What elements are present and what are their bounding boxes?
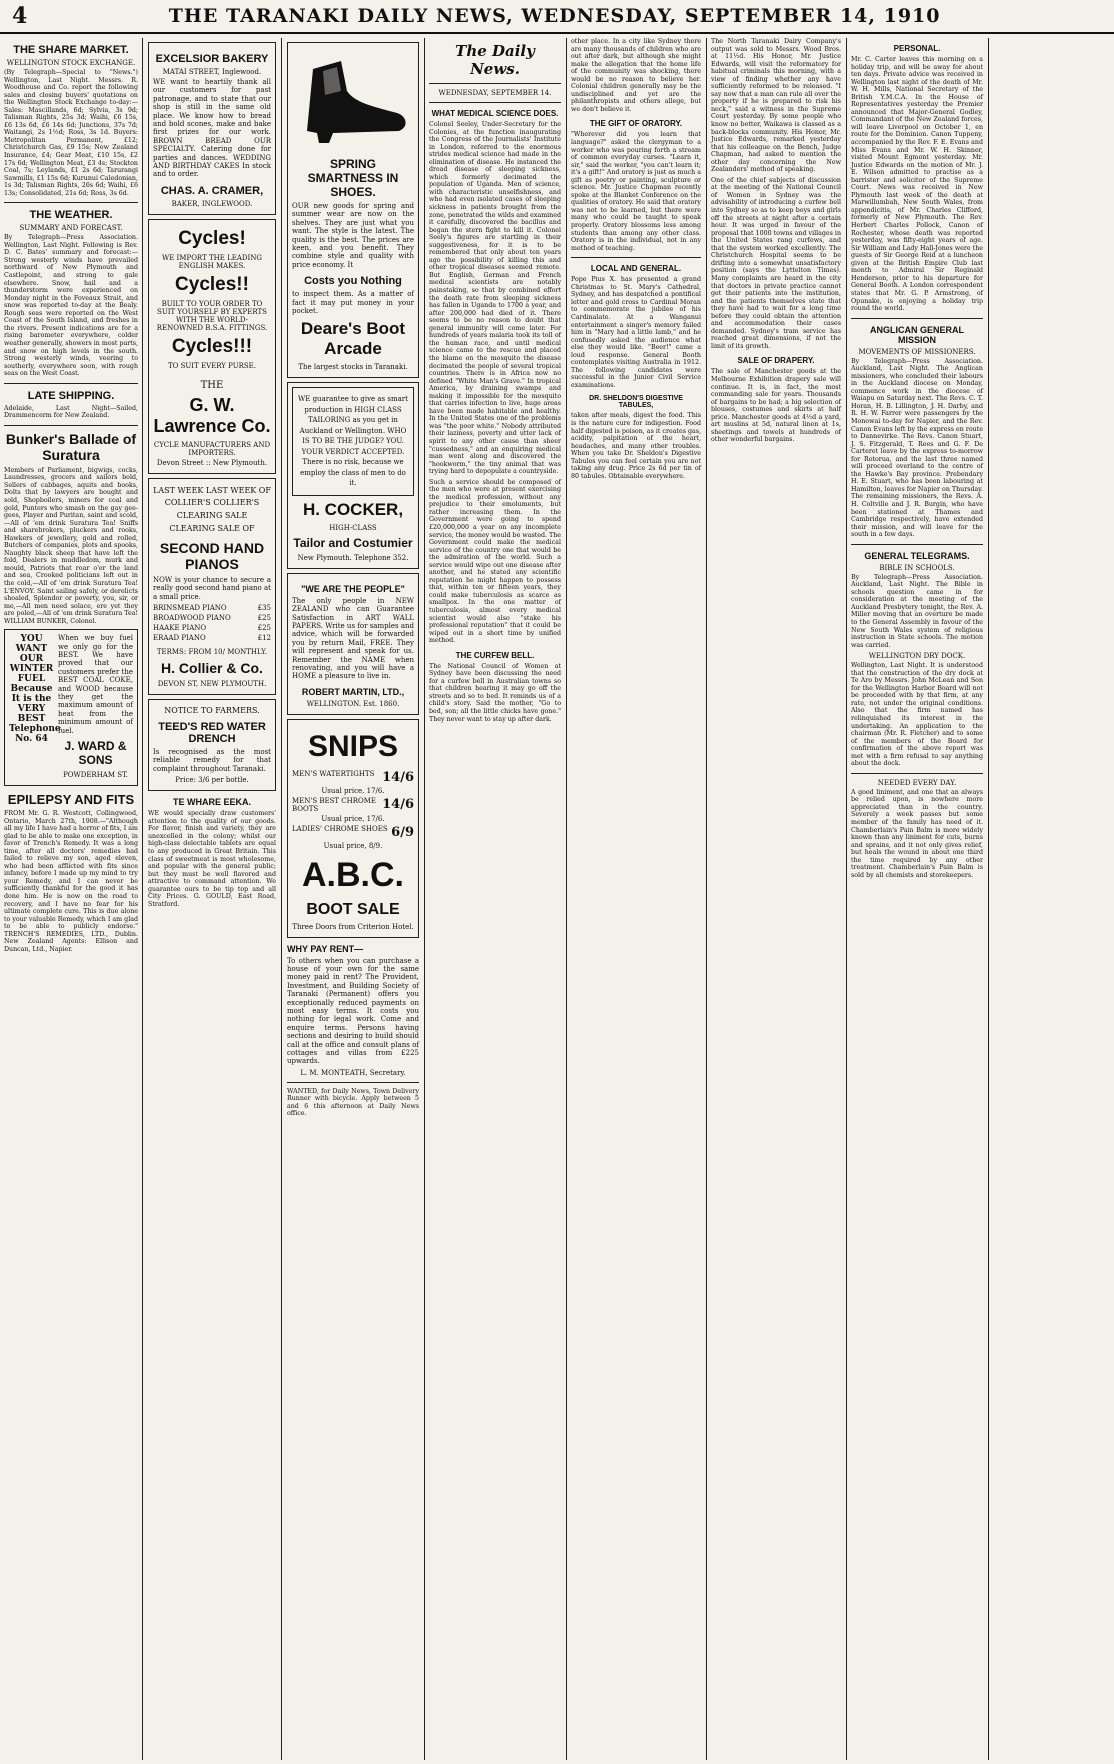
divider: [4, 202, 138, 203]
divider: [429, 83, 561, 84]
divider: [4, 425, 138, 426]
divider: [851, 773, 983, 774]
drapery-text: The sale of Manchester goods at the Melbourne Exhibition drapery sale will continue. It is, in fact, the most commanding sale for years. Thousands of bargains to be had; a big selection of blouses, costumes and skirts at half price. Manchester goods at 4½d a yard, art muslins at 5d, natural linen at 1s, sheetings and towels at hundreds of other wonderful bargains.: [711, 368, 841, 444]
pianos-text: NOW is your chance to secure a really good second hand piano at a small price.: [153, 575, 271, 601]
whare-eeka-text: WE would specially draw customers' attention to the quality of our goods. For flavor, finish and variety, they are unexcelled in the colony; whilst our high-class delectable tablets are equal to any produced in Great Britain. This class of sweetmeat is most wholesome, and popular with the general public; but they must be well flavored and attractive to command attention. We guarantee ours to be tip top and all City Prices. G. GOULD, East Road, Stratford.: [148, 810, 276, 908]
weather-text: By Telegraph—Press Association. Wellington, Last Night. Following is Rev. D. C. Bates' summary and forecast:—Strong westerly winds have prevailed northward of New Plymouth and Castlepoint, and strong to gale elsewhere. Snow, hail and a thunderstorm were experienced on Monday night in the Foveaux Strait, and snow was reported to-day at the Bealy. Rough seas were reported on the West Coast of the South Island, and freshes in the rivers. Present indications are for a rising barometer everywhere, colder weather generally, showers in most parts, and snow on high levels in the south. Strong westerly winds, veering to southerly, everywhere soon, with rough seas on the West Coast.: [4, 234, 138, 378]
ward-fuel-right: When we buy fuel we only go for the BEST. We have proved that our customers prefer the BEST COAL COKE, and WOOD because they get the maximum amount of heat from the minimum amount of fuel.: [58, 634, 133, 735]
deare-boot-advert: [287, 42, 419, 378]
snips-item: MEN'S WATERTIGHTS 14/6 Usual price, 17/6.: [292, 769, 414, 795]
epilepsy-text: FROM Mr. G. R. Westcott, Collingwood, Ontario, March 27th, 1908.—"Although all my life I have had a horror of fits, I am glad to be able to make one exception, in favor of Trench's Remedy. It was a long time, after all doctors' remedies had failed to relieve my son, aged eleven, who had been afflicted with fits since infancy, before I made up my mind to try your Remedy, and I can never be sufficiently thankful for the good it has done him. He is now on the road to recovery, and I have no fear for his ultimate complete cure. This is due alone to your valuable Remedy, which I am glad to be able to publicly endorse." TRENCH'S REMEDIES, LTD., Dublin. New Zealand Agents: Ellison and Duncan, Ltd., Napier.: [4, 809, 138, 953]
lawrence-cycles-advert: [148, 219, 276, 474]
oratory-text: "Wherever did you learn that language?" asked the clergyman to a worker who was pouring forth a stream of common everyday curses. "Learn it, sir," said the worker, "you can't learn it; it's a gift!" And oratory is just as much a gift as poetry or painting, sculpture or science. Mr. Justice Chapman recently spoke at the Blanket Conference on the qualities of oratory. He said that oratory was not to be learned, but there were many who could be taught to speak properly. Oratory blossoms less among students than among any other class. Oratory is in the individual, not in any method of teaching.: [571, 131, 701, 252]
divider: [571, 257, 701, 258]
cocker-text: WE guarantee to give as smart production in HIGH CLASS TAILORING as you get in Auckland or Wellington. WHO IS TO BE THE JUDGE? YOU. YOUR VERDICT ACCEPTED. There is no risk, because we employ the class of men to do it.: [298, 395, 408, 488]
cycles-heading-2: Cycles!!: [175, 273, 249, 295]
personal-text: Mr. C. Carter leaves this morning on a holiday trip, and will be away for about ten days. Private advice was received in Wellington last night of the death of Mr. W. H. Mills, National Secretary of the British Y.M.C.A. In the House of Representatives yesterday the Premier announced that Major-General Godley, Commandant of the New Zealand forces, will leave Liverpool on October 1, en route for the Dominion. Canon Tuppeny, accompanied by the Rev. F. E. Evans and Miss Evans and Mr. W. H. Skinner, visited Mount Egmont yesterday. Mr. Justice Edwards on the motion of Mr. J. E. Wilson admitted to practise as a barrister and solicitor of the Supreme Court. News was received in New Plymouth last week of the death at Marwillumbah, New South Wales, from appendicitis, of Mr. Charles Clifford, formerly of New Plymouth. The Rev. Herbert Charles Pollock, Canon of Rochester, whose death was reported yesterday, was fifty-eight years of age. Sir William and Lady Hall-Jones were the guests of Sir George Reid at a luncheon given at the British Empire Club last month to Admiral Sir Reginald Henderson, prior to his departure for General Booth. A London correspondent states that Mr. G. P. Armstrong, of Opunake, is enjoying a holiday trip round the world.: [851, 56, 983, 313]
editorial-nameplate: The Daily News.: [455, 42, 535, 78]
shoe-illustration-icon: [293, 51, 413, 151]
sheldon-heading: DR. SHELDON'S DIGESTIVE TABULES,: [589, 395, 683, 410]
curfew-continued-text: other place. In a city like Sydney there are many thousands of children who are out after dark, but although she might make the allegation that the home life of the community was shocking, there would be no reason to believe her. Colonial children generally may be the undisciplined and yet are the philanthropists and others allege, but we don't believe it.: [571, 38, 701, 113]
lawrence-text: CYCLE MANUFACTURERS AND IMPORTERS.: [153, 440, 271, 457]
column-5: [567, 38, 705, 1760]
local-general-text: Pope Pius X. has presented a grand Christmas to St. Mary's Cathedral, Sydney, and has despatched a pontifical letter and gold cross to Cardinal Moran to commemorate the jubilee of his Cardinalate. At a Wanganui entertainment a singer's memory failed him in "Mary had a little lamb," and he confusedly asked the audience what else they would like. "Beer!" came a loud response. General Booth contemplates visiting Australia in 1912. The following candidates were successful in the Junior Civil Service examinations.: [571, 276, 701, 389]
martin-name: ROBERT MARTIN, LTD.,: [301, 686, 405, 697]
column-3: [283, 38, 423, 1760]
bunker-ballade-text: Members of Parliament, bigwigs, cocks, Laundresses, grocers and sailors bold, Sellers of cabbages, aquits and books, Dolts that by lawyers are bought and sold, Shopboilers, miners for coal and gold, Punters who smash on the gay gee-gees, Player and Puritan, saint and scold,—All of 'em drink Suratura Tea! Sniffs and sharebrokers, pluckers and rooks, Hawkers of jewellery, gold and rolled, Butchers of companies, plots and spooks, Naughty black sheep that have left the fold, Dealers in muddledom, murk and mould, Patriots that roar o'er the land and sea, Crooked politicians left out in the cold,—All of 'em drink Suratura Tea! L'ENVOY. Saint sailing safely, or derelicts shoaled, Splendor or poverty, you, sir, or me,—All men need solace, ere yet they are poled,—All of 'em drink Suratura Tea! WILLIAM BUNKER, Colonel.: [4, 466, 138, 625]
martin-wallpaper-advert: [287, 573, 419, 715]
bakery-text: WE want to heartily thank all our customers for past patronage, and to state that our shop is still in the same old place. We know how to bread and bold scones, make and bake first prizes for our work. BROWN BREAD OUR SPECIALTY. Catering done for parties and dances. WEDDING AND BIRTHDAY CAKES In stock and to order.: [153, 78, 271, 179]
ward-name: J. WARD & SONS: [64, 738, 127, 767]
column-6: [707, 38, 845, 1760]
shipping-heading: LATE SHIPPING.: [27, 389, 115, 402]
cycles-text-3: TO SUIT EVERY PURSE.: [167, 361, 257, 370]
cycles-heading-1: Cycles!: [178, 227, 246, 249]
ward-address: POWDERHAM ST.: [63, 770, 128, 779]
share-market-subheading: WELLINGTON STOCK EXCHANGE.: [6, 59, 136, 67]
ward-fuel-advert: [4, 629, 138, 786]
epilepsy-heading: EPILEPSY AND FITS: [7, 791, 135, 807]
column-rule: [142, 38, 143, 1760]
cocker-address: New Plymouth. Telephone 352.: [297, 553, 409, 562]
masthead-title: THE TARANAKI DAILY NEWS, WEDNESDAY, SEPTEMBER 14, 1910: [168, 5, 941, 27]
abc-address: Three Doors from Criterion Hotel.: [292, 922, 414, 931]
cocker-tailor-advert: [287, 382, 419, 569]
rent-signature: L. M. MONTEATH, Secretary.: [300, 1068, 406, 1077]
martin-address: WELLINGTON. Est. 1860.: [306, 699, 400, 708]
share-market-text: (By Telegraph—Special to "News.") Wellington, Last Night. Messrs. R. Woodhouse and Co. report the following sales and closing buyers' quotations on the Wellington Stock Exchange to-day:—Sales: Mascillands, 6d; Sylvia, 3s 9d; Talisman Rights, 25s 3d; Waihi, £6 15s, £6 13s 6d, £6 14s 6d; Junctions, 37s 7d; Waitangi, 2s 1½d; Ross, 3s 1d. Buyers: Metropolitan Permanent, £12; Christchurch Gas, £9 15s; New Zealand Insurance, £4; Gear Meat, £10 15s, £2 17s 6d; Wellington Meat, £3 4s; Stockton Coal, 7s; Leylands, £1 2s 6d; Tarurangi Sawmills, £1 15s 6d; Kurunui Caledonian, 1s 3d; Talisman Rights, 26s 6d; Waihi, £6 13s; Consolidated, 21s 6d; Ross, 3s 6d.: [4, 69, 138, 197]
share-market-heading: THE SHARE MARKET.: [13, 44, 129, 56]
dry-dock-text: Wellington, Last Night. It is understood that the construction of the dry dock at Te Aro by Messrs. John McLean and Son for the Wellington Harbor Board will not be proceeded with by that firm, at any rate, not under the original conditions. Also that the firm named has relinquished its interest in the undertaking. An application to the chairman (Mr. R. Fletcher) and to some of the members of the Board for confirmation of the above report was met with a firm refusal to say anything about the dock.: [851, 662, 983, 768]
anglican-mission-subheading: MOVEMENTS OF MISSIONERS.: [858, 347, 976, 356]
cocker-inner-box: [292, 387, 414, 496]
rent-heading: WHY PAY RENT—: [287, 943, 364, 954]
bakery-address: MATAI STREET, Inglewood.: [162, 68, 262, 76]
page-number: 4: [12, 3, 28, 29]
collier-name: H. Collier & Co.: [161, 660, 263, 677]
divider: [851, 318, 983, 319]
spring-shoes-heading: SPRING SMARTNESS IN SHOES.: [307, 157, 399, 199]
shipping-text: Adelaide, Last Night—Sailed, Drammencerm for New Zealand.: [4, 404, 138, 420]
divider: [851, 544, 983, 545]
local-continued-text: The North Taranaki Dairy Company's output was sold to Messrs. Wood Bros. at 11½d. His Honor, Mr. Justice Edwards, will visit the reformatory for habitual criminals this morning, with a view of finding whether any have sufficiently reformed to be released. "I say now that a man can rule all over the property if he is prepared to risk his neck," said a witness in the Supreme Court yesterday. By some people who know no better, Waikawa is classed as a back-blocks community. His Honor, Mr. Justice Edwards, remarked yesterday that his colleague on the Bench, Judge Chapman, had asked to mention the other day concerning the New Zealanders' method of speaking.: [711, 38, 841, 174]
medical-science-text: Colonel Seeley, Under-Secretary for the Colonies, at the function inaugurating the Congress of the Journalists' Institute in London, referred to the enormous strides medical science had made in the elimination of disease. He instanced the dread disease of sleeping sickness, which formerly decimated the population of Uganda. Men of science, with characteristic unselfishness, and who had even isolated cases of sleeping sickness in patients brought from the zone, penetrated the wilds and examined it carefully, discovered the bacillus and began the stern fight to kill it. Colonel Seely's figures are startling in their suggestiveness, for it is to be remembered that only about ten years ago the possibility of killing this and other tropical diseases seemed remote. But English, German and French medical scientists are notably painstaking, so that by combined effort the death rate from sleeping sickness has fallen in Uganda to 1700 a year, and after 200,000 had died of it. There seems to be no reason to doubt that general immunity will come later. For hundreds of years malaria took its toll of the human race, and until medical science came to the rescue and placed the blame on the mosquito the disease decimated the people of several tropical countries. There is in Africa now no defined "White Man's Grave." In tropical America, by draining swamps and making it impossible for the mosquito that carries infection to live, huge areas have been made habitable and healthy. In the United States one of the problems was "the poor white." Nobody attributed their laziness, poverty and utter lack of spirit to any other cause than sheer "cussedness," and an enquiring medical man went along and discovered the "hookworm," the tiny animal that was trying hard to depopulate a countryside.: [429, 121, 561, 476]
divider: [429, 102, 561, 103]
snips-item: MEN'S BEST CHROME BOOTS 14/6 Usual price, 17/6.: [292, 796, 414, 823]
lawrence-the: THE: [200, 379, 224, 391]
teed-text: Is recognised as the most reliable remedy for that complaint throughout Taranaki.: [153, 748, 271, 773]
cocker-trade: Tailor and Costumier: [293, 535, 413, 550]
bible-schools-heading: BIBLE IN SCHOOLS.: [879, 563, 955, 572]
bible-schools-text: By Telegraph—Press Association. Auckland, Last Night. The Bible in schools question came in for consideration at the meeting of the Auckland Presbytery tonight, the Rev. A. Miller moving that an overture be made to the General Assembly in favour of the New South Wales system of religious instruction in State schools. The motion was carried.: [851, 573, 983, 649]
weather-subheading: SUMMARY AND FORECAST.: [19, 224, 123, 233]
cocker-subline: HIGH-CLASS: [329, 523, 377, 532]
needed-every-day-heading: NEEDED EVERY DAY.: [877, 778, 957, 787]
column-1: [0, 38, 142, 1760]
anglican-mission-text: By Telegraph—Press Association. Auckland, Last Night. The Anglican missioners, who concluded their labours in the Auckland diocese on Monday, commence work in the diocese of Waiapu on Saturday next. The Revs. C. T. Horan, H. B. Lillington, J. H. Darby, and R. H. W. Farrer were passengers by the Monowai to-day for Napier, and the Rev. Canon Evans left by the express en route to Dannevirke. The Revs. Canon Stuart, J. S. Fitzgerald, T. Rees and G. F. De Carteret leave by the express to-morrow for Rotorua, and the last three named will proceed overland to the centre of the Hawke's Bay province. Prebendary H. E. Stuart, who has been labouring at Hamilton, leaves for Napier on Thursday. The remaining missioners, the Revs. A. H. Coltville and J. R. Burgin, who have been stationed at Thames and Cambridge respectively, have extended their mission, and will leave for the south in a few days.: [851, 357, 983, 539]
general-telegrams-heading: GENERAL TELEGRAMS.: [864, 550, 970, 561]
cycles-text-2: BUILT TO YOUR ORDER TO SUIT YOURSELF BY EXPERTS WITH THE WORLD-RENOWNED B.S.A. FITTINGS.: [156, 299, 268, 332]
bakery-heading: EXCELSIOR BAKERY: [155, 53, 269, 65]
lawrence-name: G. W. Lawrence Co.: [153, 394, 271, 436]
cramer-address: BAKER, INGLEWOOD.: [171, 199, 253, 208]
drapery-heading: SALE OF DRAPERY.: [737, 356, 815, 366]
weather-heading: THE WEATHER.: [29, 209, 113, 222]
medical-science-heading: WHAT MEDICAL SCIENCE DOES.: [431, 109, 559, 118]
excelsior-bakery-advert: [148, 42, 276, 215]
deare-boot-arcade-name: Deare's Boot Arcade: [300, 319, 406, 359]
divider: [4, 383, 138, 384]
oratory-heading: THE GIFT OF ORATORY.: [589, 119, 683, 129]
snips-heading: SNIPS: [307, 729, 399, 763]
piano-row: HAAKE PIANO £25: [153, 624, 271, 633]
teed-drench-advert: [148, 699, 276, 791]
cocker-name: H. COCKER,: [302, 499, 404, 519]
column-2: [144, 38, 280, 1760]
pianos-terms: TERMS: FROM 10/ MONTHLY.: [156, 648, 268, 657]
spring-shoes-text: OUR new goods for spring and summer wear are now on the shelves. They are just what you want. The style is the latest. The quality is the best. The prices are keen, and you benefit. They combine style and quality with price economy. It: [292, 202, 414, 269]
lawrence-address: Devon Street :: New Plymouth.: [156, 458, 268, 467]
local-general-heading: LOCAL AND GENERAL.: [590, 264, 682, 274]
collier-address: DEVON ST, NEW PLYMOUTH.: [157, 680, 267, 689]
teed-heading: TEED'S RED WATER DRENCH: [158, 721, 266, 746]
dry-dock-heading: WELLINGTON DRY DOCK.: [868, 652, 966, 661]
colliers-sale-text: LAST WEEK LAST WEEK OF COLLIER'S COLLIER'S CLEARING SALE CLEARING SALE OF: [153, 485, 271, 534]
piano-row: ERAAD PIANO £12: [153, 634, 271, 643]
cramer-name: CHAS. A. CRAMER,: [160, 184, 264, 197]
snips-item: LADIES' CHROME SHOES 6/9 Usual price, 8/9.: [292, 824, 414, 850]
divider: [287, 1082, 419, 1083]
page-margin: [989, 38, 1114, 1760]
rent-text: To others when you can purchase a house of your own for the same money paid in rent? The Provident, Investment, and Building Society of Taranaki (Permanent) offers you exceptionally reduced payments on most easy terms. It costs you nothing for legal work. Come and enquire terms. Persons having sections and desiring to build should call at the office and consult plans of cottages and villas from £225 upwards.: [287, 956, 419, 1066]
piano-row: BROADWOOD PIANO £25: [153, 614, 271, 623]
deare-boot-arcade-sub: The largest stocks in Taranaki.: [298, 363, 408, 372]
costs-nothing-heading: Costs you Nothing: [304, 275, 402, 288]
costs-nothing-text: to inspect them. As a matter of fact it may put money in your pocket.: [292, 290, 414, 315]
abc-boot-sale-advert: [287, 719, 419, 938]
cycles-text-1: WE IMPORT THE LEADING ENGLISH MAKES.: [162, 253, 262, 270]
cycles-heading-3: Cycles!!!: [171, 335, 253, 357]
anglican-mission-heading: ANGLICAN GENERAL MISSION: [870, 324, 964, 345]
curfew-heading: THE CURFEW BELL.: [455, 650, 535, 660]
column-4: [425, 38, 565, 1760]
people-text: The only people in NEW ZEALAND who can Guarantee Satisfaction in ART WALL PAPERS. Write us for samples and advice, which will be forwarded you by return Mail, FREE. They will represent and speak for us. Remember the NAME when renovating, and you will have a HOME a pleasure to live in.: [292, 596, 414, 681]
local-continued-text-2: One of the chief subjects of discussion at the meeting of the National Council of Women in Sydney was the advisability of introducing a curfew bell into Sydney so as to keep boys and girls off the streets at night after a certain hour. It was urged in favour of the proposal that 1000 towns and villages in the United States rang curfews, and that the system worked excellently. The Christchurch Hospital seems to be drifting into a somewhat unsatisfactory position (says the Lyttelton Times). Many complaints are heard in the city that doctors in private practice cannot get their patients into the institution, and the patients themselves state that they have had to wait for a long time before they could obtain the attention and accommodation their cases demanded. Sydney's tram service has reached great dimensions, if not the limit of its growth.: [711, 176, 841, 350]
editorial-date: WEDNESDAY, SEPTEMBER 14.: [438, 89, 552, 97]
column-rule: [281, 38, 282, 1760]
collier-pianos-advert: [148, 478, 276, 695]
pianos-heading: SECOND HAND PIANOS: [159, 539, 265, 572]
medical-science-text-2: Such a service should be composed of the men who were at present exercising the medical profession, without any prejudice to their emoluments, but rather increasing them. In the Government were going to spend £20,000,000 a year on any incomplete service, the money would be wasted. The Government could make the medical service of the country one that would be the admiration of the world. Such a service would wipe out one disease after another, and he stated any scientific reputation he might happen to possess that, within ten or fifteen years, they could make tuberculosis as scarce as smallpox. In the one matter of tuberculosis, almost every medical scientist would also "stake his professional reputation" that it could be wiped out in a short time by unified method.: [429, 478, 561, 645]
sheldon-text: taken after meals, digest the food. This is the nature cure for indigestion. Food half digested is poison, as it creates gas, acidity, palpitation of the heart, headaches, and many other troubles. When you take Dr. Sheldon's Digestive Tabules you can feel certain you are not taking any drug. Price 2s 6d per tin of 80 tabules. Obtainable everywhere.: [571, 412, 701, 480]
masthead: [0, 0, 1114, 34]
needed-every-day-text: A good liniment, and one that an always be relied upon, is nowhere more appreciated than in the country. Severely a week passes but some member of the family has need of it. Chamberlain's Pain Balm is more widely known than any liniment for cuts, burns and sprains, and it not only gives relief, but heals the wound in about one third the time required by any other treatment. Chamberlain's Pain Balm is sold by all chemists and storekeepers.: [851, 788, 983, 879]
farmers-notice-heading: NOTICE TO FARMERS.: [164, 706, 260, 716]
bunker-ballade-heading: Bunker's Ballade of Suratura: [5, 430, 137, 463]
piano-row: BRINSMEAD PIANO £35: [153, 604, 271, 613]
abc-subheading: BOOT SALE: [306, 900, 400, 918]
abc-heading: A.B.C.: [302, 855, 404, 894]
people-heading: "WE ARE THE PEOPLE": [301, 583, 405, 594]
wanted-text: WANTED, for Daily News, Town Delivery Runner with bicycle. Apply between 5 and 6 this afternoon at Daily News office.: [287, 1087, 419, 1118]
personal-heading: PERSONAL.: [893, 44, 941, 53]
teed-price: Price: 3/6 per bottle.: [175, 776, 249, 785]
whare-eeka-heading: TE WHARE EEKA.: [172, 797, 251, 808]
curfew-text: The National Council of Women at Sydney have been discussing the need for a curfew bell in Australian towns so that children hearing it may go off the streets and so to bed. It reminds us of a child's story. Said the mother, "Go to bed, son; all the little chicks have gone." They never want to stay up after dark.: [429, 662, 561, 723]
ward-fuel-left: YOU WANT OUR WINTER FUEL Because It is the VERY BEST Telephone No. 64: [9, 634, 61, 745]
column-7: [847, 38, 987, 1760]
